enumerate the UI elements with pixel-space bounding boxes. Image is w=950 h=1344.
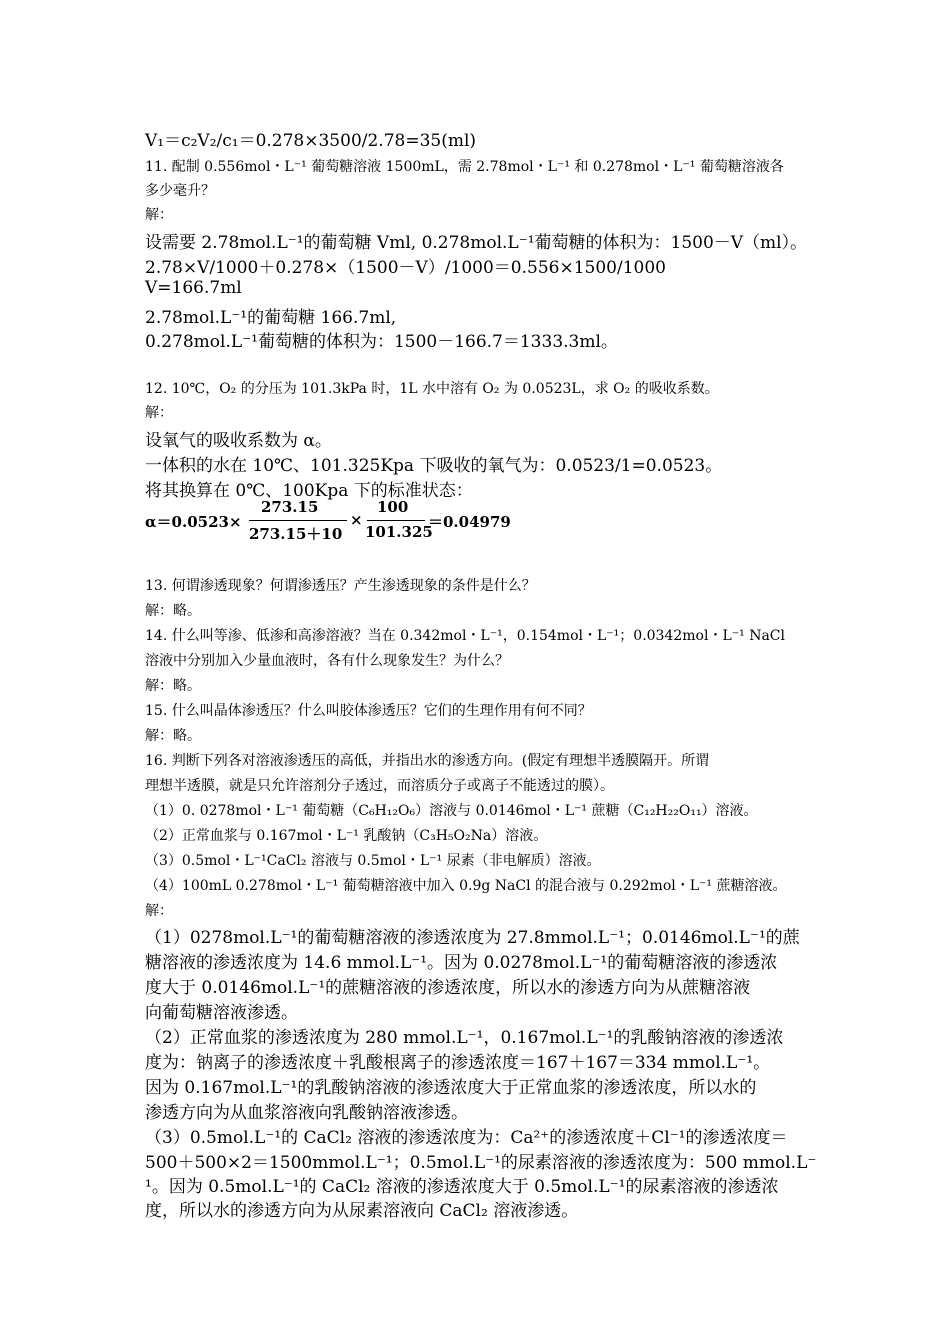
formula-denominator-1: 273.15＋10 bbox=[249, 525, 343, 543]
formula-numerator-1: 273.15 bbox=[261, 498, 319, 516]
q16-answer-line7: 因为 0.167mol.L⁻¹的乳酸钠溶液的渗透浓度大于正常血浆的渗透浓度，所以水的 bbox=[145, 1078, 757, 1098]
q16-answer-line8: 渗透方向为从血浆溶液向乳酸钠溶液渗透。 bbox=[145, 1103, 468, 1123]
absorption-coefficient-formula bbox=[145, 498, 665, 544]
q16-answer-line5: （2）正常血浆的渗透浓度为 280 mmol.L⁻¹，0.167mol.L⁻¹的乳酸钠溶液的渗透浓 bbox=[145, 1028, 784, 1048]
q12-answer-line2: 一体积的水在 10℃、101.325Kpa 下吸收的氧气为：0.0523/1=0.0523。 bbox=[145, 456, 723, 476]
q13-question: 13. 何谓渗透现象？何谓渗透压？产生渗透现象的条件是什么？ bbox=[145, 578, 536, 594]
q12-answer-line3: 将其换算在 0℃、100Kpa 下的标准状态： bbox=[145, 481, 473, 501]
q16-item-2: （2）正常血浆与 0.167mol・L⁻¹ 乳酸钠（C₃H₅O₂Na）溶液。 bbox=[145, 828, 548, 844]
fraction-bar-2 bbox=[367, 520, 425, 521]
q16-answer-line11: ¹。因为 0.5mol.L⁻¹的 CaCl₂ 溶液的渗透浓度大于 0.5mol.L⁻¹的尿素溶液的渗透浓 bbox=[145, 1177, 779, 1197]
q16-answer-line12: 度，所以水的渗透方向为从尿素溶液向 CaCl₂ 溶液渗透。 bbox=[145, 1201, 579, 1221]
q16-answer-line6: 度为：钠离子的渗透浓度＋乳酸根离子的渗透浓度＝167＋167＝334 mmol.L⁻¹。 bbox=[145, 1053, 771, 1073]
q11-answer-line5: 0.278mol.L⁻¹葡萄糖的体积为：1500－166.7＝1333.3ml。 bbox=[145, 332, 618, 352]
q16-question-line1: 16. 判断下列各对溶液渗透压的高低，并指出水的渗透方向。(假定有理想半透膜隔开。所谓 bbox=[145, 753, 710, 769]
q16-answer-line9: （3）0.5mol.L⁻¹的 CaCl₂ 溶液的渗透浓度为：Ca²⁺的渗透浓度＋Cl⁻¹的渗透浓度＝ bbox=[145, 1128, 788, 1148]
q16-answer-line4: 向葡萄糖溶液渗透。 bbox=[145, 1003, 298, 1023]
q16-solution-label: 解： bbox=[145, 903, 173, 919]
fraction-bar-1 bbox=[249, 520, 347, 521]
q10-answer-line: V₁＝c₂V₂/c₁＝0.278×3500/2.78=35(ml) bbox=[145, 131, 477, 151]
q12-answer-line1: 设氧气的吸收系数为 α。 bbox=[145, 431, 332, 451]
q16-item-3: （3）0.5mol・L⁻¹CaCl₂ 溶液与 0.5mol・L⁻¹ 尿素（非电解质）溶液。 bbox=[145, 853, 601, 869]
q14-question-line2: 溶液中分别加入少量血液时，各有什么现象发生？为什么？ bbox=[145, 653, 509, 669]
q11-answer-line4: 2.78mol.L⁻¹的葡萄糖 166.7ml, bbox=[145, 308, 397, 328]
q16-answer-line3: 度大于 0.0146mol.L⁻¹的蔗糖溶液的渗透浓度，所以水的渗透方向为从蔗糖溶液 bbox=[145, 978, 751, 998]
q11-answer-line1: 设需要 2.78mol.L⁻¹的葡萄糖 Vml, 0.278mol.L⁻¹葡萄糖的体积为：1500－V（ml）。 bbox=[145, 233, 808, 253]
q15-answer: 解：略。 bbox=[145, 728, 201, 744]
formula-result: ＝0.04979 bbox=[428, 513, 511, 531]
q16-answer-line1: （1）0278mol.L⁻¹的葡萄糖溶液的渗透浓度为 27.8mmol.L⁻¹；0.0146mol.L⁻¹的蔗 bbox=[145, 928, 800, 948]
q11-answer-line2: 2.78×V/1000＋0.278×（1500－V）/1000＝0.556×1500/1000 bbox=[145, 258, 666, 278]
q16-item-1: （1）0. 0278mol・L⁻¹ 葡萄糖（C₆H₁₂O₆）溶液与 0.0146mol・L⁻¹ 蔗糖（C₁₂H₂₂O₁₁）溶液。 bbox=[145, 803, 758, 819]
q11-question-line1: 11. 配制 0.556mol・L⁻¹ 葡萄糖溶液 1500mL，需 2.78mol・L⁻¹ 和 0.278mol・L⁻¹ 葡萄糖溶液各 bbox=[145, 159, 784, 175]
formula-numerator-2: 100 bbox=[377, 498, 409, 516]
formula-lhs: α＝0.0523× bbox=[145, 513, 242, 531]
q16-question-line2: 理想半透膜，就是只允许溶剂分子透过，而溶质分子或离子不能透过的膜）。 bbox=[145, 778, 614, 794]
q15-question: 15. 什么叫晶体渗透压？什么叫胶体渗透压？它们的生理作用有何不同？ bbox=[145, 703, 592, 719]
q13-answer: 解：略。 bbox=[145, 603, 201, 619]
q12-solution-label: 解： bbox=[145, 405, 173, 421]
formula-denominator-2: 101.325 bbox=[365, 523, 433, 541]
q11-solution-label: 解： bbox=[145, 207, 173, 223]
q14-question-line1: 14. 什么叫等渗、低渗和高渗溶液？当在 0.342mol・L⁻¹，0.154mol・L⁻¹；0.0342mol・L⁻¹ NaCl bbox=[145, 628, 785, 644]
q14-answer: 解：略。 bbox=[145, 678, 201, 694]
formula-times: × bbox=[350, 511, 363, 529]
q11-answer-line3: V=166.7ml bbox=[145, 278, 242, 298]
q16-answer-line10: 500＋500×2＝1500mmol.L⁻¹；0.5mol.L⁻¹的尿素溶液的渗透浓度为：500 mmol.L⁻ bbox=[145, 1153, 817, 1173]
q11-question-line2: 多少毫升？ bbox=[145, 183, 215, 199]
q16-item-4: （4）100mL 0.278mol・L⁻¹ 葡萄糖溶液中加入 0.9g NaCl 的混合液与 0.292mol・L⁻¹ 蔗糖溶液。 bbox=[145, 878, 787, 894]
q12-question: 12. 10℃，O₂ 的分压为 101.3kPa 时，1L 水中溶有 O₂ 为 0.0523L，求 O₂ 的吸收系数。 bbox=[145, 381, 719, 397]
q16-answer-line2: 糖溶液的渗透浓度为 14.6 mmol.L⁻¹。因为 0.0278mol.L⁻¹的葡萄糖溶液的渗透浓 bbox=[145, 953, 778, 973]
